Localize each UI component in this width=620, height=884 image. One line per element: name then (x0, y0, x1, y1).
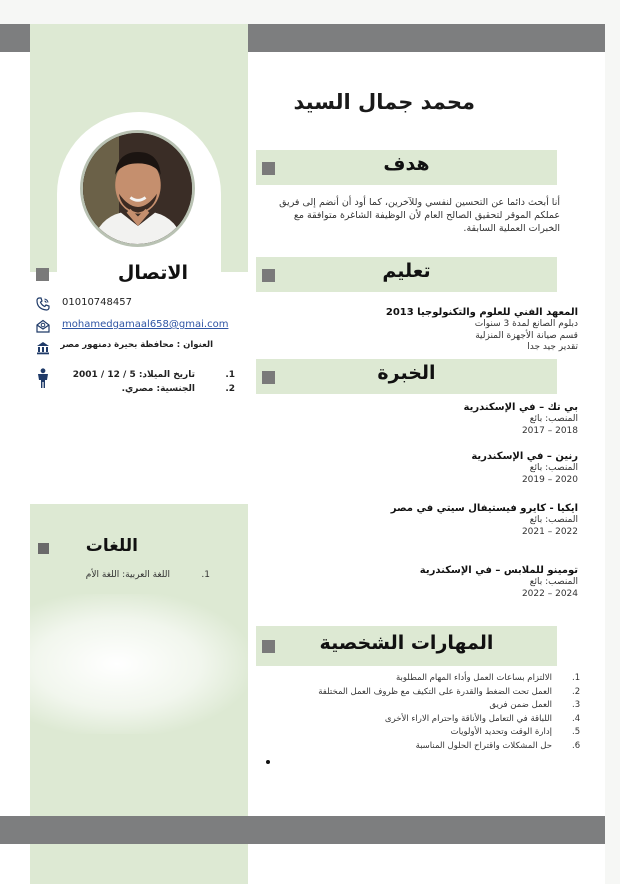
skill-text: إدارة الوقت وتحديد الأولويات (450, 727, 552, 738)
section-marker (38, 543, 49, 554)
section-title-skills: المهارات الشخصية (319, 632, 494, 654)
experience-role: المنصب: بائع (529, 463, 578, 473)
skill-text: حل المشكلات واقتراح الحلول المناسبة (415, 740, 552, 751)
experience-role: المنصب: بائع (529, 414, 578, 424)
full-name: محمد جمال السيد (293, 90, 475, 114)
skill-text: العمل تحت الضغط والقدرة على التكيف مع ظروف العمل المختلفة (318, 686, 552, 697)
experience-period: 2022 – 2021 (521, 526, 578, 537)
birthdate-text: تاريخ الميلاد: 5 / 12 / 2001 (72, 370, 195, 380)
list-item (300, 713, 590, 727)
section-header-languages (38, 536, 138, 562)
section-title-objective: هدف (383, 153, 430, 175)
list-number: 6. (572, 740, 581, 751)
section-header-skills (256, 626, 557, 666)
education-line: قسم صيانة الأجهزة المنزلية (475, 330, 578, 341)
resume-page (0, 24, 605, 884)
email-link[interactable]: mohamedgamaal658@gmai.com (62, 319, 229, 330)
list-number: 4. (572, 713, 581, 724)
list-number: 5. (572, 727, 581, 738)
skills-list (300, 672, 590, 754)
section-title-contact: الاتصال (117, 262, 188, 284)
experience-period: 2020 – 2019 (521, 474, 578, 485)
experience-role: المنصب: بائع (529, 515, 578, 525)
skill-text: الالتزام بساعات العمل وأداء المهام المطلوبة (395, 673, 552, 683)
education-line: دبلوم الصانع لمدة 3 سنوات (474, 319, 578, 329)
list-number: 1. (225, 370, 235, 380)
building-icon (36, 340, 50, 354)
experience-item (420, 564, 578, 600)
address-text: العنوان : محافظة بحيرة دمنهور مصر (60, 340, 213, 350)
experience-role: المنصب: بائع (529, 577, 578, 587)
list-item (300, 672, 590, 686)
list-number: 3. (572, 700, 581, 711)
list-item (300, 740, 590, 754)
list-item (70, 384, 235, 398)
experience-company: تومينو للملابس – في الإسكندرية (419, 565, 578, 576)
list-item (300, 686, 590, 700)
section-title-experience: الخبرة (377, 362, 436, 384)
experience-period: 2024 – 2022 (521, 588, 578, 599)
person-icon (36, 368, 50, 388)
list-item (300, 699, 590, 713)
phone-number: 01010748457 (62, 297, 132, 308)
language-text: اللغة العربية: اللغة الأم (85, 570, 170, 580)
bottom-band (0, 816, 605, 844)
email-icon (36, 318, 50, 332)
skill-text: اللباقة في التعامل والأناقة واحترام الاراء الأخرى (384, 713, 552, 724)
profile-photo (80, 130, 195, 247)
phone-icon (36, 296, 50, 310)
objective-text: أنا أبحث دائما عن التحسين لنفسي وللآخرين، كما أود أن أنضم إلى فريق عملكم الموقر لتحقيق الصالح العام لأن الوظيفة الشاغرة متوافقة مع الخبرات العملية السابقة. (279, 197, 560, 234)
experience-item (391, 502, 578, 538)
education-institution: المعهد الفني للعلوم والتكنولوجيا 2013 (385, 307, 578, 318)
section-header-objective (256, 150, 557, 185)
bullet-dot (266, 760, 270, 764)
section-title-education: تعليم (382, 260, 431, 282)
section-header-education (256, 257, 557, 292)
section-header-contact (36, 262, 188, 288)
experience-item (471, 450, 578, 486)
list-number: 1. (201, 570, 210, 580)
section-marker (36, 268, 49, 281)
skill-text: العمل ضمن فريق (489, 700, 552, 711)
section-header-experience (256, 359, 557, 394)
experience-company: بي تك – في الإسكندرية (463, 402, 578, 413)
list-number: 1. (572, 673, 581, 683)
sidebar-fade (30, 594, 248, 734)
section-title-languages: اللغات (85, 536, 138, 556)
education-line: تقدير جيد جدا (527, 342, 578, 352)
list-item (70, 370, 235, 384)
education-block (386, 306, 578, 354)
list-item (300, 726, 590, 740)
experience-item (464, 401, 579, 437)
nationality-text: الجنسية: مصري. (121, 384, 195, 394)
list-number: 2. (572, 686, 581, 697)
experience-period: 2018 – 2017 (521, 425, 578, 436)
experience-company: ايكيا - كايرو فيستيفال سيتي في مصر (390, 503, 578, 514)
experience-company: رنين – في الإسكندرية (471, 451, 578, 462)
personal-info-list (70, 370, 235, 398)
list-number: 2. (225, 384, 235, 394)
